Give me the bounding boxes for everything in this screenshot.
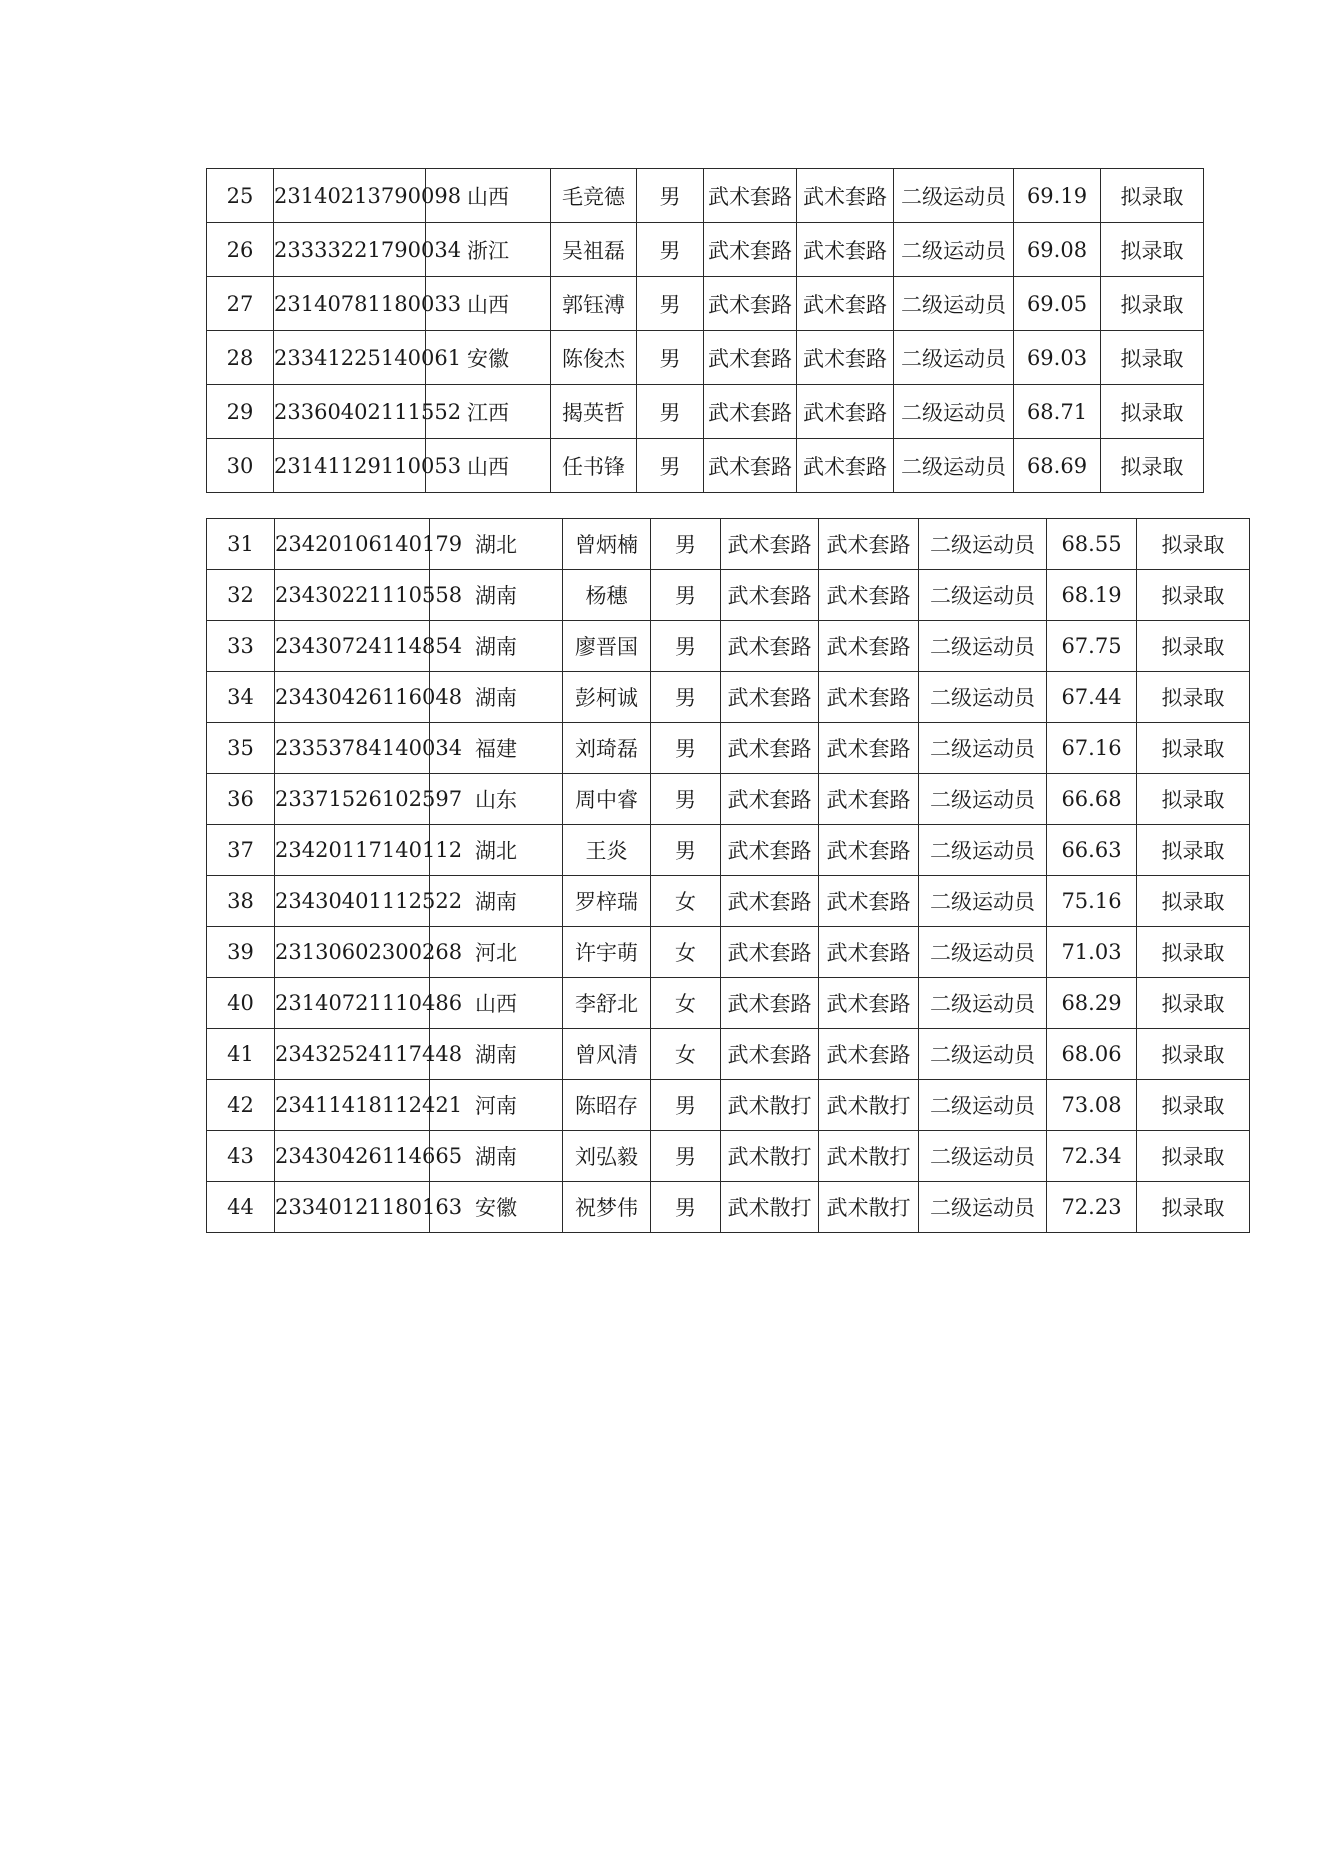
name-cell: 彭柯诚 xyxy=(563,672,651,723)
result-cell: 拟录取 xyxy=(1137,570,1250,621)
athlete-level-cell: 二级运动员 xyxy=(919,1080,1047,1131)
athlete-level-cell: 二级运动员 xyxy=(919,672,1047,723)
test-event-cell: 武术套路 xyxy=(819,1029,919,1080)
table-row xyxy=(207,621,1250,672)
province-cell: 山西 xyxy=(430,978,563,1029)
exam-id-cell: 23430401112522 xyxy=(275,876,430,927)
athlete-level-cell: 二级运动员 xyxy=(919,1182,1047,1233)
event-cell: 武术套路 xyxy=(704,385,797,439)
name-cell: 揭英哲 xyxy=(551,385,637,439)
name-cell: 郭钰溥 xyxy=(551,277,637,331)
province-cell: 山西 xyxy=(426,439,551,493)
result-cell: 拟录取 xyxy=(1101,169,1204,223)
name-cell: 李舒北 xyxy=(563,978,651,1029)
score-cell: 67.75 xyxy=(1047,621,1137,672)
score-cell: 68.06 xyxy=(1047,1029,1137,1080)
name-cell: 任书锋 xyxy=(551,439,637,493)
event-cell: 武术套路 xyxy=(721,774,819,825)
province-cell: 湖南 xyxy=(430,1029,563,1080)
test-event-cell: 武术套路 xyxy=(797,439,894,493)
event-cell: 武术套路 xyxy=(721,570,819,621)
exam-id-cell: 23130602300268 xyxy=(275,927,430,978)
row-number-cell: 36 xyxy=(207,774,275,825)
admission-table-part-1 xyxy=(206,168,1204,493)
gender-cell: 男 xyxy=(637,277,704,331)
score-cell: 68.71 xyxy=(1014,385,1101,439)
exam-id-cell: 23430426114665 xyxy=(275,1131,430,1182)
province-cell: 安徽 xyxy=(430,1182,563,1233)
row-number-cell: 34 xyxy=(207,672,275,723)
test-event-cell: 武术套路 xyxy=(797,385,894,439)
score-cell: 72.23 xyxy=(1047,1182,1137,1233)
province-cell: 福建 xyxy=(430,723,563,774)
test-event-cell: 武术套路 xyxy=(797,169,894,223)
gender-cell: 女 xyxy=(651,978,721,1029)
event-cell: 武术散打 xyxy=(721,1182,819,1233)
event-cell: 武术套路 xyxy=(721,978,819,1029)
row-number-cell: 37 xyxy=(207,825,275,876)
exam-id-cell: 23360402111552 xyxy=(274,385,426,439)
name-cell: 祝梦伟 xyxy=(563,1182,651,1233)
event-cell: 武术套路 xyxy=(704,169,797,223)
name-cell: 曾炳楠 xyxy=(563,519,651,570)
score-cell: 73.08 xyxy=(1047,1080,1137,1131)
province-cell: 安徽 xyxy=(426,331,551,385)
name-cell: 王炎 xyxy=(563,825,651,876)
result-cell: 拟录取 xyxy=(1137,774,1250,825)
row-number-cell: 30 xyxy=(207,439,274,493)
score-cell: 68.19 xyxy=(1047,570,1137,621)
test-event-cell: 武术套路 xyxy=(797,331,894,385)
name-cell: 杨穗 xyxy=(563,570,651,621)
athlete-level-cell: 二级运动员 xyxy=(919,876,1047,927)
gender-cell: 男 xyxy=(637,439,704,493)
row-number-cell: 28 xyxy=(207,331,274,385)
row-number-cell: 31 xyxy=(207,519,275,570)
gender-cell: 男 xyxy=(651,1182,721,1233)
result-cell: 拟录取 xyxy=(1137,723,1250,774)
score-cell: 68.55 xyxy=(1047,519,1137,570)
province-cell: 湖南 xyxy=(430,1131,563,1182)
test-event-cell: 武术套路 xyxy=(819,774,919,825)
province-cell: 湖南 xyxy=(430,876,563,927)
province-cell: 河南 xyxy=(430,1080,563,1131)
exam-id-cell: 23140721110486 xyxy=(275,978,430,1029)
athlete-level-cell: 二级运动员 xyxy=(919,1131,1047,1182)
table-row xyxy=(207,277,1204,331)
test-event-cell: 武术套路 xyxy=(819,723,919,774)
exam-id-cell: 23420106140179 xyxy=(275,519,430,570)
test-event-cell: 武术套路 xyxy=(819,672,919,723)
athlete-level-cell: 二级运动员 xyxy=(919,774,1047,825)
score-cell: 68.29 xyxy=(1047,978,1137,1029)
athlete-level-cell: 二级运动员 xyxy=(894,169,1014,223)
athlete-level-cell: 二级运动员 xyxy=(894,277,1014,331)
gender-cell: 男 xyxy=(637,169,704,223)
gender-cell: 女 xyxy=(651,1029,721,1080)
name-cell: 吴祖磊 xyxy=(551,223,637,277)
athlete-level-cell: 二级运动员 xyxy=(919,621,1047,672)
exam-id-cell: 23140213790098 xyxy=(274,169,426,223)
result-cell: 拟录取 xyxy=(1137,672,1250,723)
name-cell: 刘琦磊 xyxy=(563,723,651,774)
gender-cell: 男 xyxy=(651,672,721,723)
test-event-cell: 武术套路 xyxy=(797,277,894,331)
gender-cell: 男 xyxy=(651,1080,721,1131)
score-cell: 69.08 xyxy=(1014,223,1101,277)
result-cell: 拟录取 xyxy=(1137,1080,1250,1131)
score-cell: 68.69 xyxy=(1014,439,1101,493)
table-row xyxy=(207,331,1204,385)
row-number-cell: 43 xyxy=(207,1131,275,1182)
gender-cell: 男 xyxy=(651,774,721,825)
name-cell: 罗梓瑞 xyxy=(563,876,651,927)
event-cell: 武术套路 xyxy=(721,1029,819,1080)
exam-id-cell: 23432524117448 xyxy=(275,1029,430,1080)
athlete-level-cell: 二级运动员 xyxy=(919,570,1047,621)
name-cell: 陈俊杰 xyxy=(551,331,637,385)
exam-id-cell: 23430426116048 xyxy=(275,672,430,723)
table-row xyxy=(207,1131,1250,1182)
row-number-cell: 33 xyxy=(207,621,275,672)
table-row xyxy=(207,439,1204,493)
province-cell: 河北 xyxy=(430,927,563,978)
exam-id-cell: 23333221790034 xyxy=(274,223,426,277)
name-cell: 周中睿 xyxy=(563,774,651,825)
row-number-cell: 40 xyxy=(207,978,275,1029)
score-cell: 67.44 xyxy=(1047,672,1137,723)
event-cell: 武术套路 xyxy=(704,277,797,331)
gender-cell: 男 xyxy=(651,570,721,621)
event-cell: 武术散打 xyxy=(721,1080,819,1131)
exam-id-cell: 23353784140034 xyxy=(275,723,430,774)
athlete-level-cell: 二级运动员 xyxy=(894,331,1014,385)
table-row xyxy=(207,385,1204,439)
test-event-cell: 武术散打 xyxy=(819,1131,919,1182)
province-cell: 湖北 xyxy=(430,519,563,570)
score-cell: 66.63 xyxy=(1047,825,1137,876)
test-event-cell: 武术套路 xyxy=(819,621,919,672)
event-cell: 武术套路 xyxy=(704,223,797,277)
athlete-level-cell: 二级运动员 xyxy=(894,385,1014,439)
score-cell: 69.19 xyxy=(1014,169,1101,223)
result-cell: 拟录取 xyxy=(1101,331,1204,385)
row-number-cell: 39 xyxy=(207,927,275,978)
exam-id-cell: 23430724114854 xyxy=(275,621,430,672)
exam-id-cell: 23430221110558 xyxy=(275,570,430,621)
exam-id-cell: 23340121180163 xyxy=(275,1182,430,1233)
row-number-cell: 44 xyxy=(207,1182,275,1233)
province-cell: 浙江 xyxy=(426,223,551,277)
province-cell: 湖北 xyxy=(430,825,563,876)
table-row xyxy=(207,927,1250,978)
result-cell: 拟录取 xyxy=(1137,621,1250,672)
result-cell: 拟录取 xyxy=(1137,825,1250,876)
row-number-cell: 38 xyxy=(207,876,275,927)
athlete-level-cell: 二级运动员 xyxy=(919,978,1047,1029)
table-row xyxy=(207,978,1250,1029)
table-row xyxy=(207,1029,1250,1080)
exam-id-cell: 23371526102597 xyxy=(275,774,430,825)
score-cell: 72.34 xyxy=(1047,1131,1137,1182)
score-cell: 69.05 xyxy=(1014,277,1101,331)
row-number-cell: 25 xyxy=(207,169,274,223)
table-row xyxy=(207,1080,1250,1131)
name-cell: 曾风清 xyxy=(563,1029,651,1080)
test-event-cell: 武术散打 xyxy=(819,1182,919,1233)
gender-cell: 男 xyxy=(651,1131,721,1182)
gender-cell: 男 xyxy=(651,825,721,876)
exam-id-cell: 23141129110053 xyxy=(274,439,426,493)
athlete-level-cell: 二级运动员 xyxy=(919,1029,1047,1080)
gender-cell: 男 xyxy=(651,519,721,570)
table-row xyxy=(207,519,1250,570)
result-cell: 拟录取 xyxy=(1137,876,1250,927)
score-cell: 66.68 xyxy=(1047,774,1137,825)
athlete-level-cell: 二级运动员 xyxy=(919,723,1047,774)
exam-id-cell: 23140781180033 xyxy=(274,277,426,331)
test-event-cell: 武术套路 xyxy=(819,978,919,1029)
row-number-cell: 32 xyxy=(207,570,275,621)
event-cell: 武术散打 xyxy=(721,1131,819,1182)
exam-id-cell: 23420117140112 xyxy=(275,825,430,876)
result-cell: 拟录取 xyxy=(1137,927,1250,978)
event-cell: 武术套路 xyxy=(721,927,819,978)
table-row xyxy=(207,1182,1250,1233)
gender-cell: 男 xyxy=(651,621,721,672)
gender-cell: 女 xyxy=(651,876,721,927)
exam-id-cell: 23411418112421 xyxy=(275,1080,430,1131)
score-cell: 69.03 xyxy=(1014,331,1101,385)
row-number-cell: 26 xyxy=(207,223,274,277)
athlete-level-cell: 二级运动员 xyxy=(919,519,1047,570)
event-cell: 武术套路 xyxy=(704,331,797,385)
row-number-cell: 35 xyxy=(207,723,275,774)
athlete-level-cell: 二级运动员 xyxy=(894,223,1014,277)
result-cell: 拟录取 xyxy=(1137,1131,1250,1182)
province-cell: 湖南 xyxy=(430,570,563,621)
test-event-cell: 武术套路 xyxy=(819,927,919,978)
exam-id-cell: 23341225140061 xyxy=(274,331,426,385)
gender-cell: 女 xyxy=(651,927,721,978)
table-row xyxy=(207,774,1250,825)
row-number-cell: 42 xyxy=(207,1080,275,1131)
result-cell: 拟录取 xyxy=(1101,277,1204,331)
table-row xyxy=(207,723,1250,774)
result-cell: 拟录取 xyxy=(1137,978,1250,1029)
score-cell: 75.16 xyxy=(1047,876,1137,927)
event-cell: 武术套路 xyxy=(721,825,819,876)
event-cell: 武术套路 xyxy=(721,672,819,723)
row-number-cell: 27 xyxy=(207,277,274,331)
province-cell: 山西 xyxy=(426,169,551,223)
result-cell: 拟录取 xyxy=(1101,223,1204,277)
table-body xyxy=(207,519,1250,1233)
province-cell: 湖南 xyxy=(430,672,563,723)
name-cell: 许宇萌 xyxy=(563,927,651,978)
test-event-cell: 武术套路 xyxy=(819,825,919,876)
gender-cell: 男 xyxy=(637,385,704,439)
admission-table-part-2 xyxy=(206,518,1250,1233)
event-cell: 武术套路 xyxy=(721,876,819,927)
province-cell: 山西 xyxy=(426,277,551,331)
name-cell: 廖晋国 xyxy=(563,621,651,672)
athlete-level-cell: 二级运动员 xyxy=(894,439,1014,493)
table-row xyxy=(207,876,1250,927)
result-cell: 拟录取 xyxy=(1137,519,1250,570)
event-cell: 武术套路 xyxy=(704,439,797,493)
name-cell: 陈昭存 xyxy=(563,1080,651,1131)
event-cell: 武术套路 xyxy=(721,621,819,672)
name-cell: 刘弘毅 xyxy=(563,1131,651,1182)
athlete-level-cell: 二级运动员 xyxy=(919,927,1047,978)
test-event-cell: 武术套路 xyxy=(819,876,919,927)
result-cell: 拟录取 xyxy=(1137,1029,1250,1080)
test-event-cell: 武术套路 xyxy=(797,223,894,277)
province-cell: 江西 xyxy=(426,385,551,439)
test-event-cell: 武术套路 xyxy=(819,570,919,621)
row-number-cell: 29 xyxy=(207,385,274,439)
gender-cell: 男 xyxy=(651,723,721,774)
table-row xyxy=(207,672,1250,723)
result-cell: 拟录取 xyxy=(1137,1182,1250,1233)
gender-cell: 男 xyxy=(637,331,704,385)
event-cell: 武术套路 xyxy=(721,723,819,774)
score-cell: 67.16 xyxy=(1047,723,1137,774)
result-cell: 拟录取 xyxy=(1101,439,1204,493)
gender-cell: 男 xyxy=(637,223,704,277)
province-cell: 山东 xyxy=(430,774,563,825)
score-cell: 71.03 xyxy=(1047,927,1137,978)
test-event-cell: 武术套路 xyxy=(819,519,919,570)
event-cell: 武术套路 xyxy=(721,519,819,570)
table-body xyxy=(207,169,1204,493)
athlete-level-cell: 二级运动员 xyxy=(919,825,1047,876)
province-cell: 湖南 xyxy=(430,621,563,672)
table-row xyxy=(207,825,1250,876)
table-row xyxy=(207,169,1204,223)
row-number-cell: 41 xyxy=(207,1029,275,1080)
table-row xyxy=(207,570,1250,621)
test-event-cell: 武术散打 xyxy=(819,1080,919,1131)
name-cell: 毛竞德 xyxy=(551,169,637,223)
result-cell: 拟录取 xyxy=(1101,385,1204,439)
table-row xyxy=(207,223,1204,277)
